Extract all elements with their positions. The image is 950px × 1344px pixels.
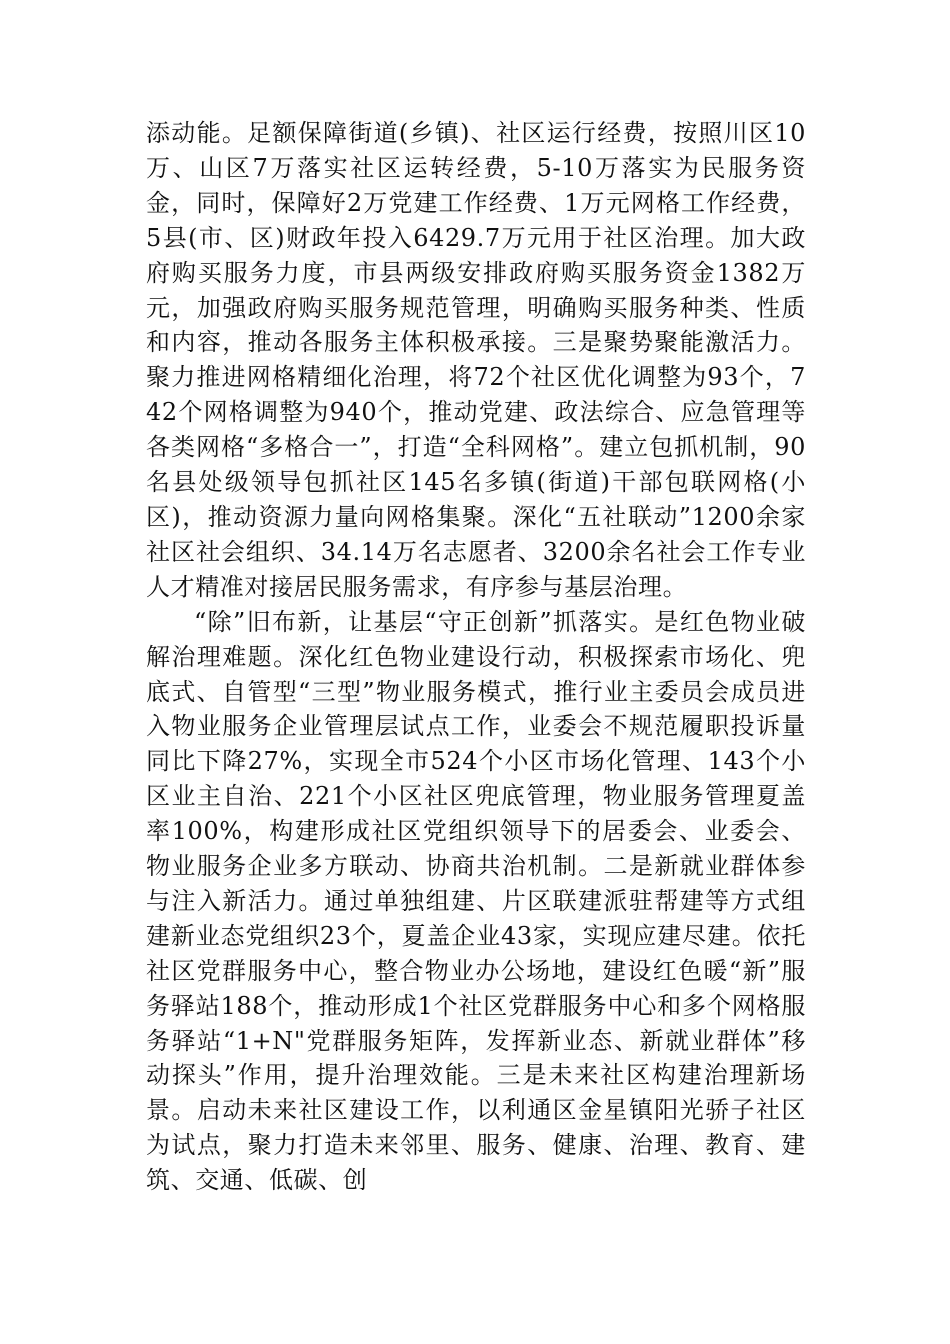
document-page	[146, 116, 806, 1198]
body-paragraph-1: 添动能。足额保障街道(乡镇)、社区运行经费，按照川区10万、山区7万落实社区运转经费，5-10万落实为民服务资金，同时，保障好2万党建工作经费、1万元网格工作经费，5县(市、区)财政年投入6429.7万元用于社区治理。加大政府购买服务力度，市县两级安排政府购买服务资金1382万元，加强政府购买服务规范管理，明确购买服务种类、性质和内容，推动各服务主体积极承接。三是聚势聚能激活力。聚力推进网格精细化治理，将72个社区优化调整为93个，742个网格调整为940个，推动党建、政法综合、应急管理等各类网格“多格合一”，打造“全科网格”。建立包抓机制，90名县处级领导包抓社区145名多镇(街道)干部包联网格(小区)，推动资源力量向网格集聚。深化“五社联动”1200余家社区社会组织、34.14万名志愿者、3200余名社会工作专业人才精准对接居民服务需求，有序参与基层治理。	[146, 119, 806, 601]
body-paragraph-2: “除”旧布新，让基层“守正创新”抓落实。是红色物业破解治理难题。深化红色物业建设行动，积极探索市场化、兜底式、自管型“三型”物业服务模式，推行业主委员会成员进入物业服务企业管理层试点工作，业委会不规范履职投诉量同比下降27%，实现全市524个小区市场化管理、143个小区业主自治、221个小区社区兜底管理，物业服务管理夏盖率100%，构建形成社区党组织领导下的居委会、业委会、物业服务企业多方联动、协商共治机制。二是新就业群体参与注入新活力。通过单独组建、片区联建派驻帮建等方式组建新业态党组织23个，夏盖企业43家，实现应建尽建。依托社区党群服务中心，整合物业办公场地，建设红色暖“新”服务驿站188个，推动形成1个社区党群服务中心和多个网格服务驿站“1+N"党群服务矩阵，发挥新业态、新就业群体”移动探头”作用，提升治理效能。三是未来社区构建治理新场景。启动未来社区建设工作，以利通区金星镇阳光骄子社区为试点，聚力打造未来邻里、服务、健康、治理、教育、建筑、交通、低碳、创	[146, 607, 806, 1195]
